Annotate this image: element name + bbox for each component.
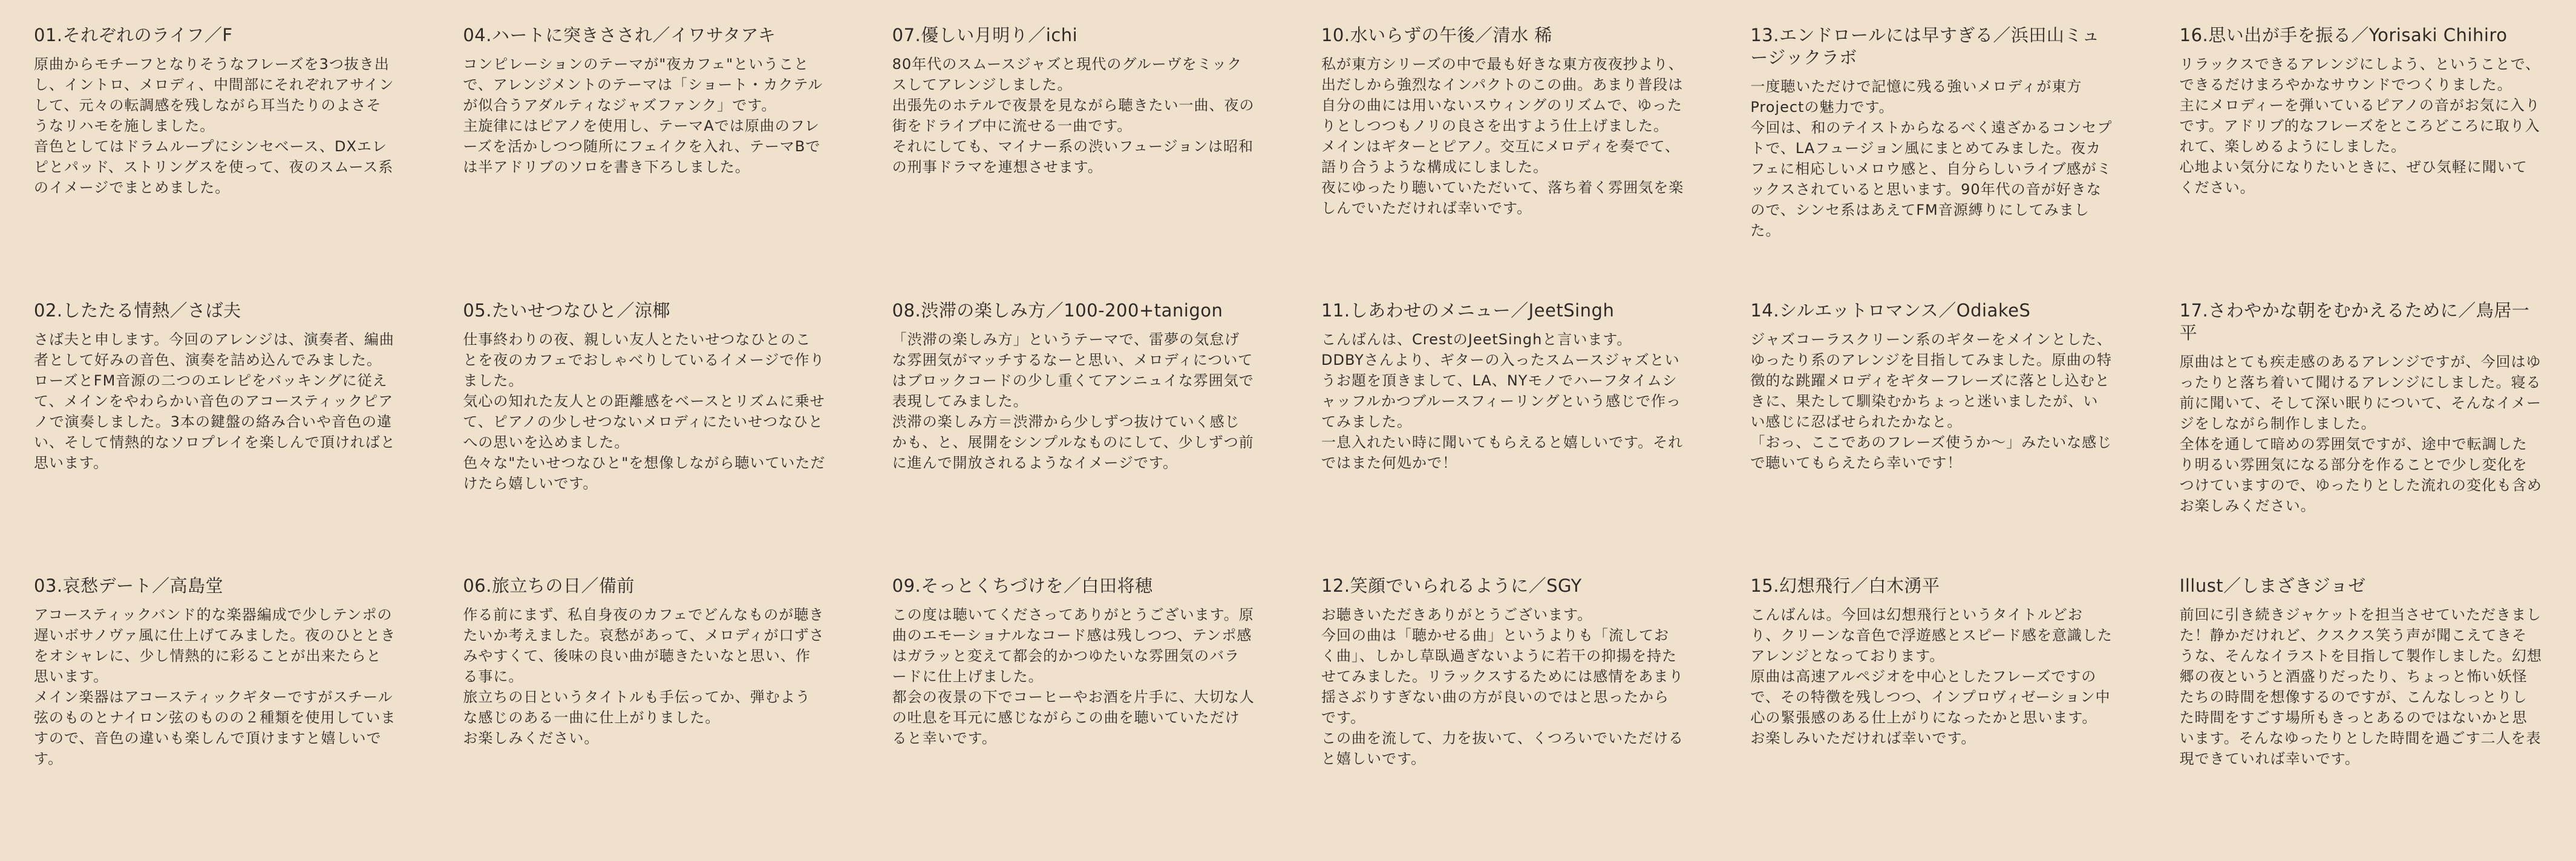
note-body: 「渋滞の楽しみ方」というテーマで、雷夢の気怠げな雰囲気がマッチするなーと思い、メロディについてはブロックコードの少し重くてアンニュイな雰囲気で表現してみました。 渋滞の楽しみ方＝渋滞から少しずつ抜けていく感じかも、と、展開をシンプルなものにして、少しずつ前に進んで開放されるようなイメージです。 (892, 331, 1254, 471)
note-body: 原曲はとても疾走感のあるアレンジですが、今回はゆったりと落ち着いて聞けるアレンジにしました。寝る前に聞いて、そして深い眠りについて、そんなイメージをしながら制作しました。 全体を通して暗めの雰囲気ですが、途中で転調したり明るい雰囲気になる部分を作ることで少し変化をつけていますので、ゆったりとした流れの変化も含めお楽しみください。 (2179, 353, 2542, 514)
note-body: こんばんは。今回は幻想飛行というタイトルどおり、クリーンな音色で浮遊感とスピード感を意識したアレンジとなっております。 原曲は高速アルペジオを中心としたフレーズですので、その特徴を残しつつ、インプロヴィゼーション中心の緊張感のある仕上がりになったかと思います。 お楽しみいただければ幸いです。 (1750, 606, 2113, 747)
note-09 (892, 575, 1255, 850)
note-body: さば夫と申します。今回のアレンジは、演奏者、編曲者として好みの音色、演奏を詰め込んでみました。 ローズとFM音源の二つのエレピをバッキングに従えて、メインをやわらかい音色のアコースティックピアノで演奏しました。3本の鍵盤の絡み合いや音色の違い、そして情熱的なソロプレイを楽しんで頂ければと思います。 (34, 331, 396, 471)
note-body: コンピレーションのテーマが"夜カフェ"ということで、アレンジメントのテーマは「ショート・カクテルが似合うアダルティなジャズファンク」です。 主旋律にはピアノを使用し、テーマAでは原曲のフレーズを活かしつつ随所にフェイクを入れ、テーマBでは半アドリブのソロを書き下ろしました。 (463, 56, 823, 175)
note-title: Illust／しまざきジョゼ (2179, 575, 2366, 596)
note-title: 07.優しい月明り／ichi (892, 25, 1078, 45)
note-12 (1321, 575, 1684, 850)
note-title: 04.ハートに突きさされ／イワサタアキ (463, 25, 776, 45)
note-body: リラックスできるアレンジにしよう、ということで、できるだけまろやかなサウンドでつくりました。 主にメロディーを弾いているピアノの音がお気に入りです。アドリブ的なフレーズをところどころに取り入れて、楽しめるようにしました。 心地よい気分になりたいときに、ぜひ気軽に聞いてください。 (2179, 56, 2541, 196)
note-title: 03.哀愁デート／高島堂 (34, 575, 224, 596)
note-16 (2180, 24, 2542, 300)
note-body: お聴きいただきありがとうございます。 今回の曲は「聴かせる曲」というよりも「流しておく曲」、しかし草臥過ぎないように若干の抑揚を持たせてみました。リラックスするためには感情をあまり揺さぶりすぎない曲の方が良いのではと思ったからです。 この曲を流して、力を抜いて、くつろいでいただけると嬉しいです。 (1321, 606, 1684, 767)
note-body: ジャズコーラスクリーン系のギターをメインとした、ゆったり系のアレンジを目指してみました。原曲の特徴的な跳躍メロディをギターフレーズに落とし込むときに、果たして馴染むかちょっと迷いましたが、いい感じに忍ばせられたかなと。 「おっ、ここであのフレーズ使うか〜」みたいな感じで聴いてもらえたら幸いです！ (1750, 331, 2113, 471)
note-title: 11.しあわせのメニュー／JeetSingh (1321, 300, 1615, 321)
note-07 (892, 24, 1255, 300)
note-02 (34, 300, 396, 575)
note-body: この度は聴いてくださってありがとうございます。原曲のエモーショナルなコード感は残しつつ、テンポ感はガラッと変えて都会的かつゆたいな雰囲気のバラードに仕上げました。 都会の夜景の下でコーヒーやお酒を片手に、大切な人の吐息を耳元に感じながらこの曲を聴いていただけると幸いです。 (892, 606, 1255, 747)
note-body: 仕事終わりの夜、親しい友人とたいせつなひとのことを夜のカフェでおしゃべりしているイメージで作りました。 気心の知れた友人との距離感をベースとリズムに乗せて、ピアノの少しせつないメロディにたいせつなひとへの思いを込めました。 色々な"たいせつなひと"を想像しながら聴いていただけたら嬉しいです。 (463, 331, 826, 492)
note-body: 作る前にまず、私自身夜のカフェでどんなものが聴きたいか考えました。哀愁があって、メロディが口ずさみやすくて、後味の良い曲が聴きたいなと思い、作る事に。 旅立ちの日というタイトルも手伝ってか、弾むような感じのある一曲に仕上がりました。 お楽しみください。 (463, 606, 825, 747)
note-title: 01.それぞれのライフ／F (34, 25, 233, 45)
note-03 (34, 575, 396, 850)
note-17 (2180, 300, 2542, 575)
note-title: 17.さわやかな朝をむかえるために／鳥居一平 (2179, 300, 2530, 343)
note-11 (1321, 300, 1684, 575)
note-04 (463, 24, 825, 300)
note-14 (1750, 300, 2113, 575)
note-title: 13.エンドロールには早すぎる／浜田山ミュージックラボ (1750, 25, 2100, 68)
note-06 (463, 575, 825, 850)
note-13 (1750, 24, 2113, 300)
note-10 (1321, 24, 1684, 300)
note-title: 08.渋滞の楽しみ方／100-200+tanigon (892, 300, 1223, 321)
note-body: こんばんは、CrestのJeetSinghと言います。 DDBYさんより、ギターの入ったスムースジャズというお題を頂きまして、LA、NYモノでハーフタイムシャッフルかつブルースフィーリングという感じで作ってみました。 一息入れたい時に聞いてもらえると嬉しいです。それではまた何処かで！ (1321, 331, 1684, 471)
note-title: 09.そっとくちづけを／白田将穂 (892, 575, 1153, 596)
note-body: 一度聴いただけで記憶に残る強いメロディが東方Projectの魅力です。 今回は、和のテイストからなるべく遠ざかるコンセプトで、LAフュージョン風にまとめてみました。夜カフェに相応しいメロウ感と、自分らしいライブ感がミックスされていると思います。90年代の音が好きなので、シンセ系はあえてFM音源縛りにしてみました。 (1750, 78, 2113, 239)
note-body: 原曲からモチーフとなりそうなフレーズを3つ抜き出し、イントロ、メロディ、中間部にそれぞれアサインして、元々の転調感を残しながら耳当たりのよさそうなリハモを施しました。 音色としてはドラムループにシンセベース、DXエレピとパッド、ストリングスを使って、夜のスムース系のイメージでまとめました。 (34, 56, 394, 196)
note-body: アコースティックバンド的な楽器編成で少しテンポの遅いボサノヴァ風に仕上げてみました。夜のひとときをオシャレに、少し情熱的に彩ることが出来たらと思います。 メイン楽器はアコースティックギターですがスチール弦のものとナイロン弦のものの２種類を使用していますので、音色の違いも楽しんで頂けますと嬉しいです。 (34, 606, 396, 767)
note-title: 05.たいせつなひと／涼椰 (463, 300, 670, 321)
note-title: 06.旅立ちの日／備前 (463, 575, 635, 596)
note-body: 私が東方シリーズの中で最も好きな東方夜夜抄より、出だしから強烈なインパクトのこの曲。あまり普段は自分の曲には用いないスウィングのリズムで、ゆったりとしつつもノリの良さを出すよう仕上げました。 メインはギターとピアノ。交互にメロディを奏でて、語り合うような構成にしました。 夜にゆったり聴いていただいて、落ち着く雰囲気を楽しんでいただければ幸いです。 (1321, 56, 1684, 217)
note-05 (463, 300, 825, 575)
note-body: 80年代のスムースジャズと現代のグルーヴをミックスしてアレンジしました。 出張先のホテルで夜景を見ながら聴きたい一曲、夜の街をドライブ中に流せる一曲です。 それにしても、マイナー系の渋いフュージョンは昭和の刑事ドラマを連想させます。 (892, 56, 1255, 175)
note-01 (34, 24, 396, 300)
note-title: 16.思い出が手を振る／Yorisaki Chihiro (2179, 25, 2508, 45)
note-body: 前回に引き続きジャケットを担当させていただきました！静かだけれど、クスクス笑う声が聞こえてきそうな、そんなイラストを目指して製作しました。幻想郷の夜というと酒盛りだったり、ちょっと怖い妖怪たちの時間を想像するのですが、こんなしっとりした時間をすごす場所もきっとあるのではないかと思います。そんなゆったりとした時間を過ごす二人を表現できていれば幸いです。 (2179, 606, 2542, 767)
note-illust (2180, 575, 2542, 850)
note-08 (892, 300, 1255, 575)
note-title: 14.シルエットロマンス／OdiakeS (1750, 300, 2031, 321)
note-title: 12.笑顔でいられるように／SGY (1321, 575, 1582, 596)
note-title: 15.幻想飛行／白木湧平 (1750, 575, 1940, 596)
note-15 (1750, 575, 2113, 850)
note-title: 02.したたる情熱／さば夫 (34, 300, 241, 321)
note-title: 10.水いらずの午後／清水 稀 (1321, 25, 1552, 45)
